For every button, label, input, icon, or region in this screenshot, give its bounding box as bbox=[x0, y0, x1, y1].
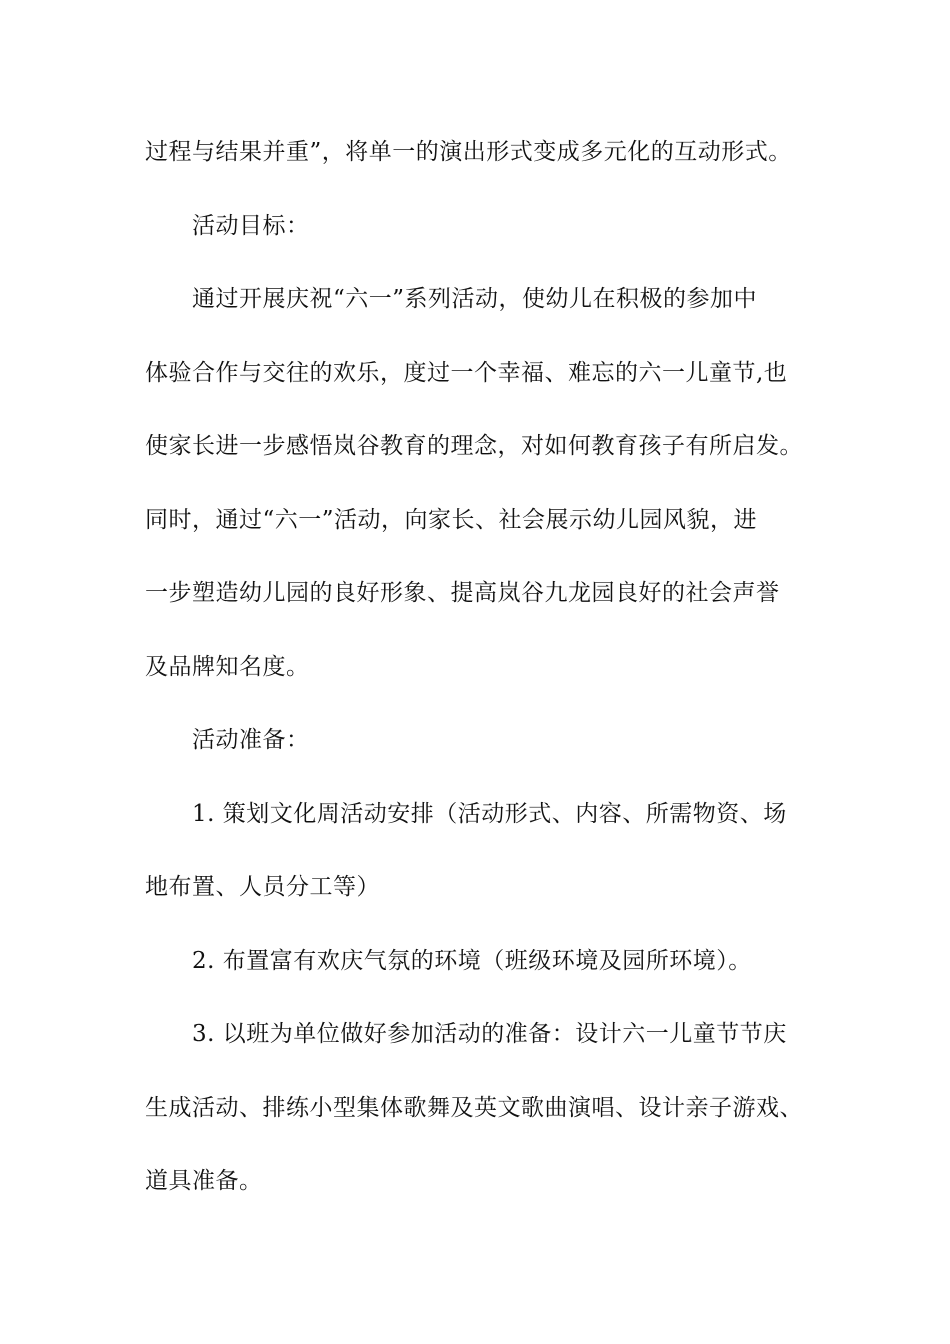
paragraph-line: 及品牌知名度。 bbox=[145, 653, 310, 680]
document-body bbox=[145, 127, 815, 1230]
paragraph-line: 通过开展庆祝“六一”系列活动，使幼儿在积极的参加中 bbox=[192, 286, 758, 312]
list-item-3: 3. 以班为单位做好参加活动的准备：设计六一儿童节节庆 bbox=[192, 1021, 787, 1047]
paragraph-line: 体验合作与交往的欢乐，度过一个幸福、难忘的六一儿童节,也 bbox=[145, 359, 788, 386]
list-item-3-continued: 生成活动、排练小型集体歌舞及英文歌曲演唱、设计亲子游戏、 bbox=[145, 1094, 803, 1121]
section-heading-preparation: 活动准备： bbox=[192, 727, 310, 753]
section-heading-goals: 活动目标： bbox=[192, 212, 310, 239]
paragraph-line: 一步塑造幼儿园的良好形象、提高岚谷九龙园良好的社会声誉 bbox=[145, 580, 780, 606]
list-item-1: 1. 策划文化周活动安排（活动形式、内容、所需物资、场 bbox=[192, 800, 787, 827]
paragraph-line: 过程与结果并重”，将单一的演出形式变成多元化的互动形式。 bbox=[145, 139, 792, 165]
list-item-3-continued: 道具准备。 bbox=[145, 1168, 263, 1194]
list-item-2: 2. 布置富有欢庆气氛的环境（班级环境及园所环境）。 bbox=[192, 947, 752, 974]
list-item-1-continued: 地布置、人员分工等） bbox=[145, 874, 380, 900]
paragraph-line: 使家长进一步感悟岚谷教育的理念，对如何教育孩子有所启发。 bbox=[145, 433, 803, 459]
paragraph-line: 同时，通过“六一”活动，向家长、社会展示幼儿园风貌，进 bbox=[145, 506, 758, 533]
